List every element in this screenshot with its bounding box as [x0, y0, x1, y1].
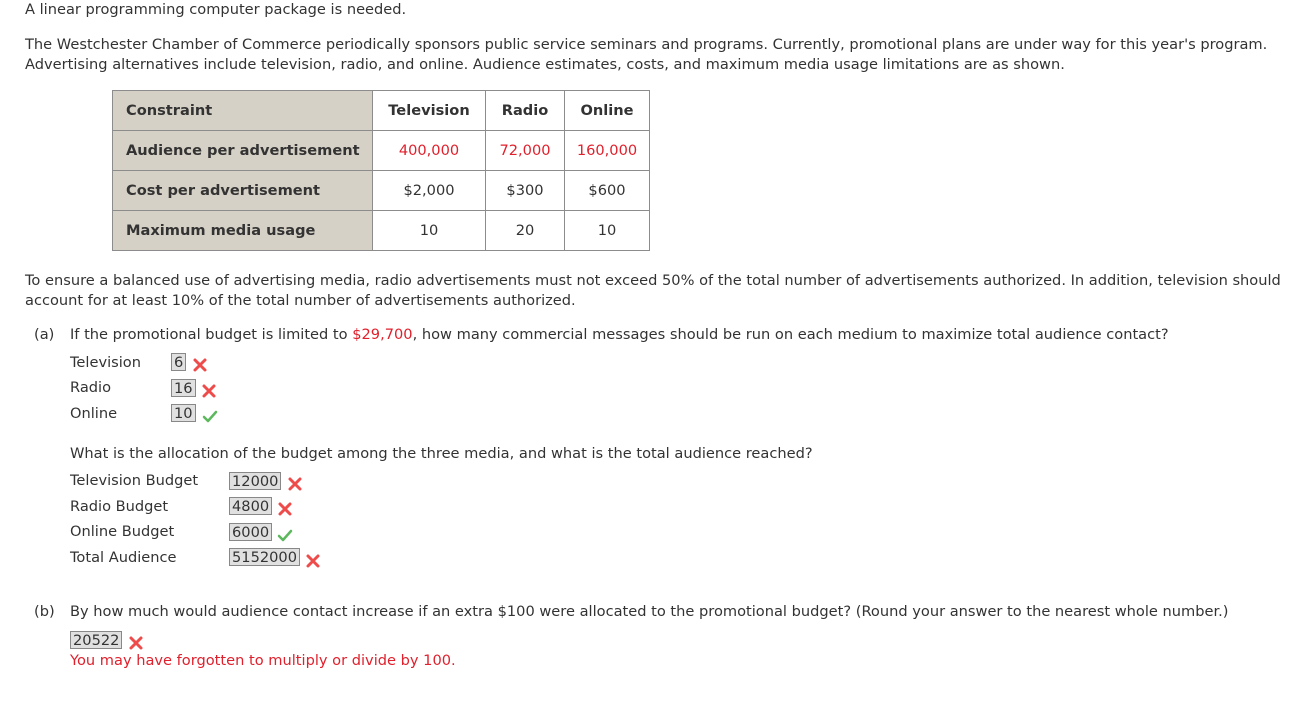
online-budget-field[interactable]: 6000 — [229, 523, 272, 541]
incorrect-icon — [305, 553, 321, 569]
label-total-audience: Total Audience — [70, 549, 177, 566]
radio-budget-field[interactable]: 4800 — [229, 497, 272, 515]
header-online: Online — [565, 91, 650, 131]
table-row — [113, 131, 650, 171]
cell-value: 10 — [565, 211, 650, 251]
label-radio-budget: Radio Budget — [70, 498, 169, 515]
row-label: Maximum media usage — [113, 211, 373, 251]
intro-text: A linear programming computer package is needed. — [25, 1, 407, 18]
part-a-question — [70, 326, 1169, 343]
media-table — [112, 90, 650, 251]
feedback-message: You may have forgotten to multiply or divide by 100. — [70, 652, 456, 669]
question-post: , how many commercial messages should be run on each medium to maximize total audience contact? — [412, 326, 1169, 343]
radio-answer-field[interactable]: 16 — [171, 379, 196, 397]
allocation-question: What is the allocation of the budget among the three media, and what is the total audience reached? — [70, 445, 813, 462]
cell-value: 400,000 — [373, 131, 486, 171]
label-online-budget: Online Budget — [70, 523, 175, 540]
cell-value: 10 — [373, 211, 486, 251]
header-radio: Radio — [486, 91, 565, 131]
cell-value: $600 — [565, 171, 650, 211]
question-pre: If the promotional budget is limited to — [70, 326, 353, 343]
header-television: Television — [373, 91, 486, 131]
answer-label-television: Television — [70, 354, 141, 371]
cell-value: 160,000 — [565, 131, 650, 171]
television-answer-field[interactable]: 6 — [171, 353, 186, 371]
correct-icon — [277, 527, 293, 543]
label-television-budget: Television Budget — [70, 472, 199, 489]
cell-value: $300 — [486, 171, 565, 211]
row-label: Audience per advertisement — [113, 131, 373, 171]
header-constraint: Constraint — [113, 91, 373, 131]
answer-label-online: Online — [70, 405, 118, 422]
online-answer-field[interactable]: 10 — [171, 404, 196, 422]
answer-label-radio: Radio — [70, 379, 112, 396]
cell-value: $2,000 — [373, 171, 486, 211]
incorrect-icon — [201, 383, 217, 399]
cell-value: 72,000 — [486, 131, 565, 171]
constraint-text: To ensure a balanced use of advertising media, radio advertisements must not exceed 50% of the total number of advertisements authorized. In addition, television should account for at least 10% of the total number of advertisements authorized. — [25, 272, 1281, 309]
table-header-row — [113, 91, 650, 131]
incorrect-icon — [287, 476, 303, 492]
total-audience-field[interactable]: 5152000 — [229, 548, 300, 566]
cell-value: 20 — [486, 211, 565, 251]
part-a-marker: (a) — [34, 326, 55, 343]
incorrect-icon — [128, 635, 144, 651]
audience-increase-field[interactable]: 20522 — [70, 631, 122, 649]
incorrect-icon — [192, 357, 208, 373]
incorrect-icon — [277, 501, 293, 517]
part-b-question: By how much would audience contact increase if an extra $100 were allocated to the promotional budget? (Round your answer to the nearest whole number.) — [70, 603, 1229, 620]
row-label: Cost per advertisement — [113, 171, 373, 211]
television-budget-field[interactable]: 12000 — [229, 472, 281, 490]
part-b-marker: (b) — [34, 603, 55, 620]
table-row — [113, 211, 650, 251]
correct-icon — [202, 408, 218, 424]
table-row — [113, 171, 650, 211]
budget-value: $29,700 — [352, 326, 413, 343]
problem-text: The Westchester Chamber of Commerce periodically sponsors public service seminars and programs. Currently, promotional plans are under way for this year's program. Advertising alternatives include television, radio, and online. Audience estimates, costs, and maximum media usage limitations are as shown. — [25, 36, 1268, 73]
